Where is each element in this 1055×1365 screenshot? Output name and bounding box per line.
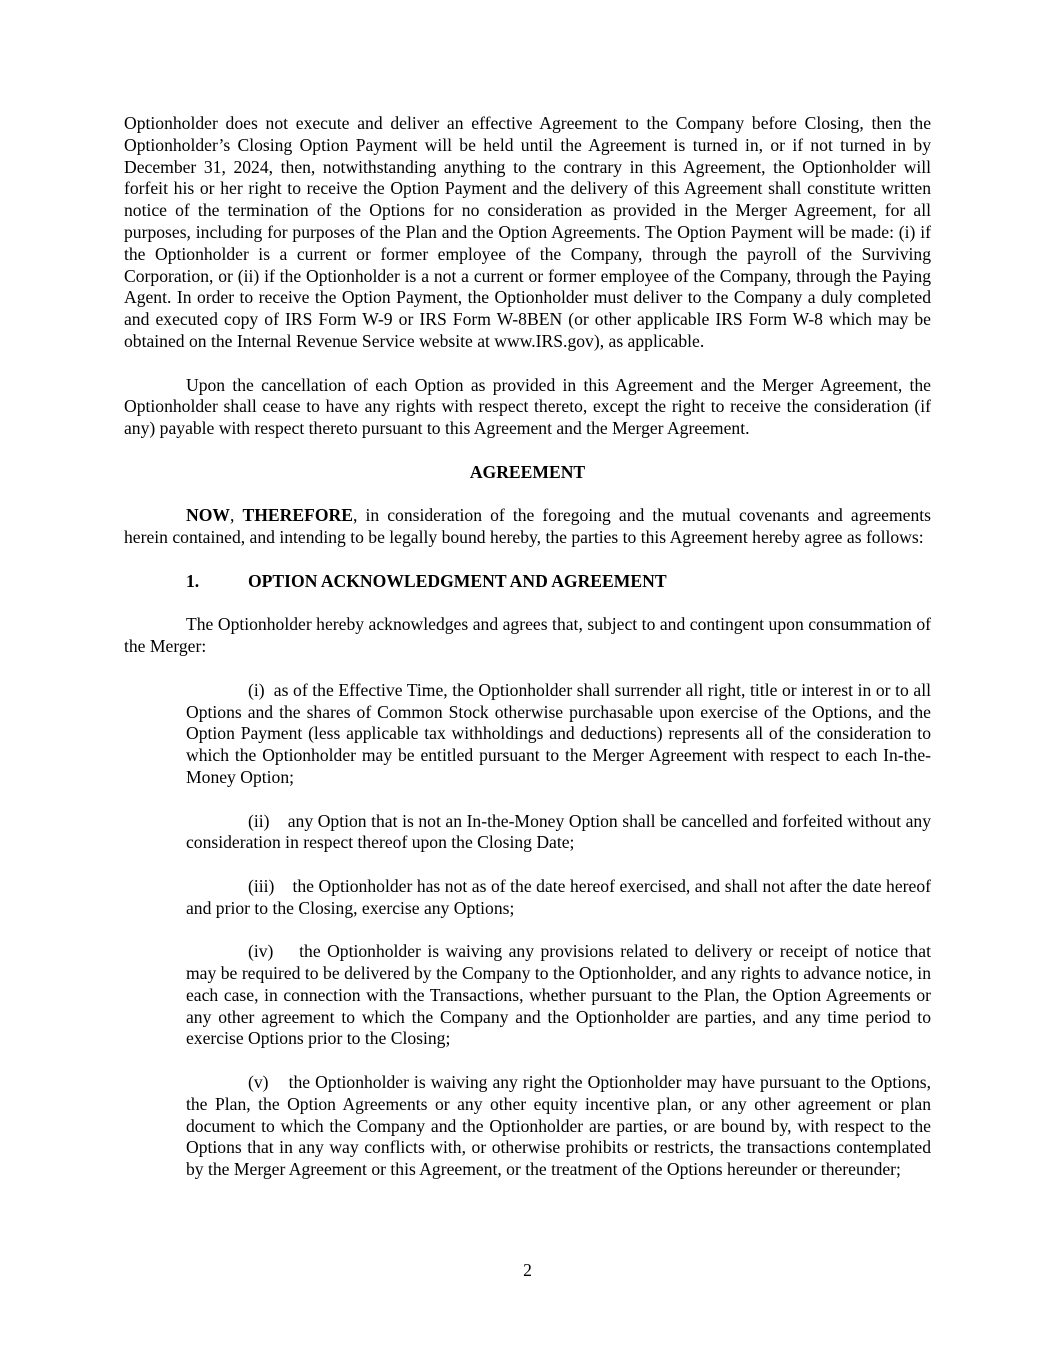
section-1-title: OPTION ACKNOWLEDGMENT AND AGREEMENT: [248, 570, 667, 591]
agreement-heading: AGREEMENT: [469, 461, 586, 482]
cancellation-paragraph: Upon the cancellation of each Option as provided in this Agreement and the Merger Agreement, the Optionholder shall cease to have any rights with respect thereto, except the right to receive the consideration (if any) payable with respect thereto pursuant to this Agreement and the Merger Agreement.: [124, 374, 931, 439]
now-therefore-text: , in consideration of the foregoing and the mutual covenants and agreements herein contained, and intending to be legally bound hereby, the parties to this Agreement hereby agree as follows:: [124, 505, 932, 548]
therefore-bold: THEREFORE: [242, 505, 353, 526]
page-number: 2: [523, 1260, 532, 1280]
acknowledgment-paragraph: The Optionholder hereby acknowledges and agrees that, subject to and contingent upon consummation of the Merger:: [124, 614, 931, 657]
list-item-i: (i) as of the Effective Time, the Optionholder shall surrender all right, title or interest in or to all Options and the shares of Common Stock otherwise purchasable upon exercise of the Options, and the Option Payment (less applicable tax withholdings and deductions) represents all of the consideration to which the Optionholder may be entitled pursuant to the Merger Agreement with respect to each In-the-Money Option;: [186, 679, 936, 787]
now-therefore-separator: ,: [229, 505, 243, 526]
list-item-ii: (ii) any Option that is not an In-the-Money Option shall be cancelled and forfeited without any consideration in respect thereof upon the Closing Date;: [186, 810, 936, 853]
now-therefore-paragraph: [124, 505, 931, 549]
list-item-iii: (iii) the Optionholder has not as of the date hereof exercised, and shall not after the date hereof and prior to the Closing, exercise any Options;: [186, 875, 936, 918]
continuation-paragraph: Optionholder does not execute and deliver an effective Agreement to the Company before Closing, then the Optionholder’s Closing Option Payment will be held until the Agreement is turned in, or if not turned in by December 31, 2024, then, notwithstanding anything to the contrary in this Agreement, the Optionholder will forfeit his or her right to receive the Option Payment and the delivery of this Agreement shall constitute written notice of the termination of the Options for no consideration as provided in the Merger Agreement, for all purposes, including for purposes of the Plan and the Option Agreements. The Option Payment will be made: (i) if the Optionholder is a current or former employee of the Company, through the payroll of the Surviving Corporation, or (ii) if the Optionholder is a not a current or former employee of the Company, through the Paying Agent. In order to receive the Option Payment, the Optionholder must deliver to the Company a duly completed and executed copy of IRS Form W-9 or IRS Form W-8BEN (or other applicable IRS Form W-8 which may be obtained on the Internal Revenue Service website at www.IRS.gov), as applicable.: [124, 113, 931, 351]
section-1-heading: [124, 571, 931, 593]
now-bold: NOW: [186, 505, 230, 526]
section-1-number: 1.: [186, 570, 200, 591]
list-item-v: (v) the Optionholder is waiving any right the Optionholder may have pursuant to the Options, the Plan, the Option Agreements or any other equity incentive plan, or any other agreement or plan document to which the Company and the Optionholder are parties, or are bound by, with respect to the Options that in any way conflicts with, or otherwise prohibits or restricts, the transactions contemplated by the Merger Agreement or this Agreement, or the treatment of the Options hereunder or thereunder;: [186, 1072, 936, 1180]
list-item-iv: (iv) the Optionholder is waiving any provisions related to delivery or receipt of notice that may be required to be delivered by the Company to the Optionholder, and any rights to advance notice, in each case, in connection with the Transactions, whether pursuant to the Plan, the Option Agreements or any other agreement to which the Company and the Optionholder are parties, and any time period to exercise Options prior to the Closing;: [186, 941, 936, 1049]
page-body: [124, 113, 936, 1181]
